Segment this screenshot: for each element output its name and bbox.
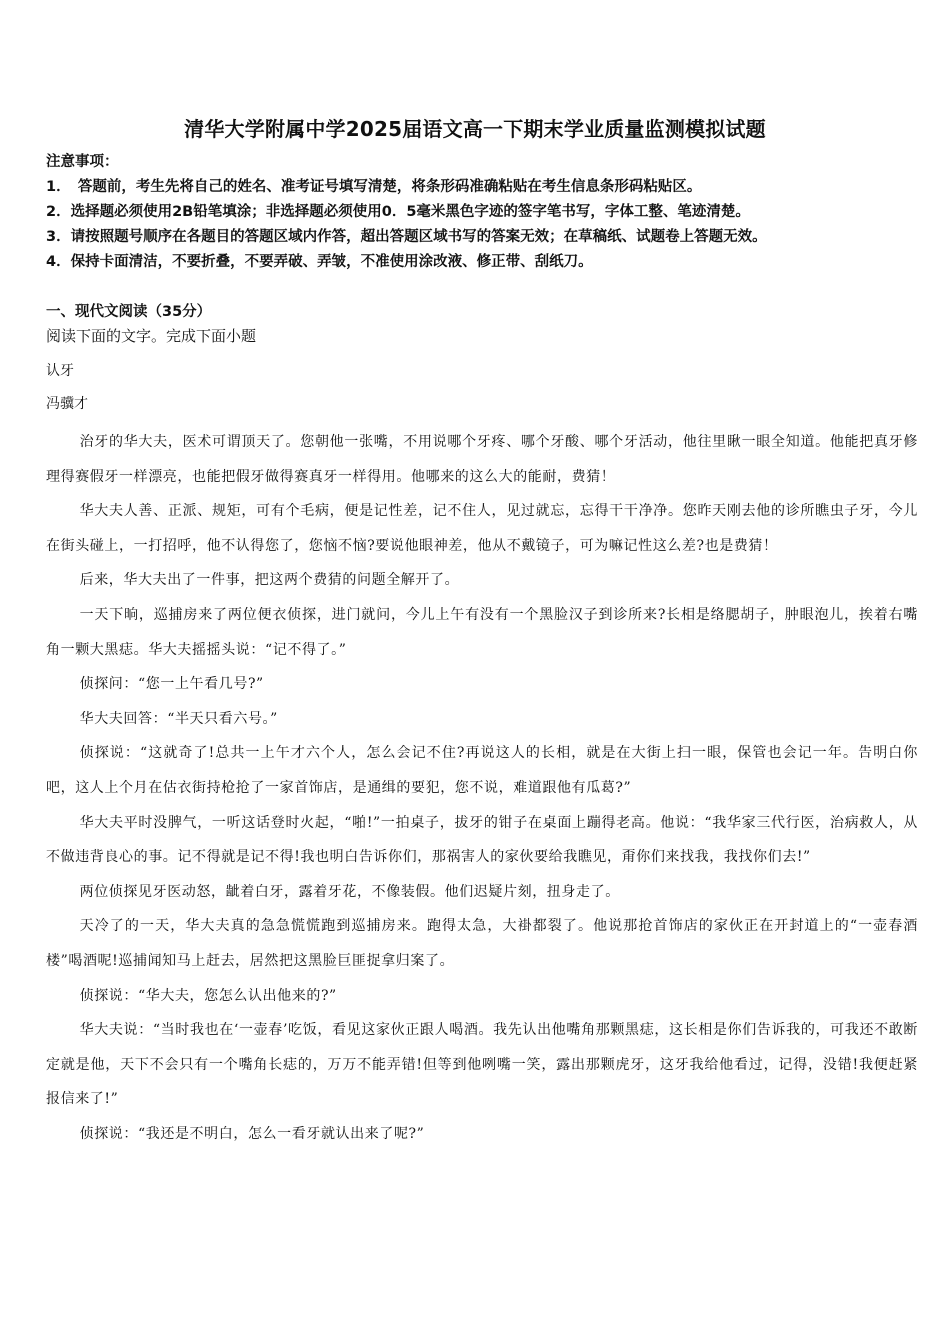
notice-item: 2．选择题必须使用2B铅笔填涂；非选择题必须使用0．5毫米黑色字迹的签字笔书写，字体工整、笔迹清楚。 [46, 204, 750, 220]
paragraph: 侦探问：“您一上午看几号?” [79, 676, 264, 693]
paragraph: 华大夫回答：“半天只看六号。” [79, 710, 278, 727]
notice-item: 4．保持卡面清洁，不要折叠，不要弄破、弄皱，不准使用涂改液、修正带、刮纸刀。 [46, 254, 593, 270]
paragraph: 侦探说：“这就奇了!总共一上午才六个人，怎么会记不住?再说这人的长相，就是在大街上扫一眼，保管也会记一年。告明白你吧，这人上个月在估衣街持枪抢了一家首饰店，是通缉的要犯，您不说，难道跟他有瓜葛?” [46, 745, 918, 796]
section-heading: 一、现代文阅读（35分） [46, 304, 212, 320]
paragraph: 两位侦探见牙医动怒，龇着白牙，露着牙花，不像装假。他们迟疑片刻，扭身走了。 [79, 883, 620, 900]
paragraph: 侦探说：“华大夫，您怎么认出他来的?” [79, 987, 337, 1004]
story-title: 认牙 [46, 363, 74, 379]
paragraph: 治牙的华大夫，医术可谓顶天了。您朝他一张嘴，不用说哪个牙疼、哪个牙酸、哪个牙活动，他往里瞅一眼全知道。他能把真牙修理得赛假牙一样漂亮，也能把假牙做得赛真牙一样得用。他哪来的这么大的能耐，费猜！ [46, 434, 918, 485]
story-body [46, 425, 918, 1151]
notice-item: 1． 答题前，考生先将自己的姓名、准考证号填写清楚，将条形码准确粘贴在考生信息条形码粘贴区。 [46, 179, 702, 195]
notice-item: 3．请按照题号顺序在各题目的答题区域内作答，超出答题区域书写的答案无效；在草稿纸、试题卷上答题无效。 [46, 229, 767, 245]
paragraph: 华大夫平时没脾气，一听这话登时火起，“啪!”一拍桌子，拔牙的钳子在桌面上蹦得老高。他说：“我华家三代行医，治病救人，从不做违背良心的事。记不得就是记不得!我也明白告诉你们，那祸害人的家伙要给我瞧见，甭你们来找我，我找你们去!” [46, 814, 918, 866]
story-author: 冯骥才 [46, 396, 88, 412]
reading-instruction: 阅读下面的文字。完成下面小题 [46, 327, 257, 345]
paragraph: 华大夫人善、正派、规矩，可有个毛病，便是记性差，记不住人，见过就忘，忘得干干净净。您昨天刚去他的诊所瞧虫子牙，今儿在街头碰上，一打招呼，他不认得您了，您恼不恼?要说他眼神差，他从不戴镜子，可为嘛记性这么差?也是费猜！ [46, 503, 918, 554]
notice-heading: 注意事项： [46, 154, 119, 170]
paragraph: 一天下晌，巡捕房来了两位便衣侦探，进门就问，今儿上午有没有一个黑脸汉子到诊所来?长相是络腮胡子，肿眼泡儿，挨着右嘴角一颗大黑痣。华大夫摇摇头说：“记不得了。” [46, 606, 918, 658]
page-title: 清华大学附属中学2025届语文高一下期末学业质量监测模拟试题 [184, 117, 766, 141]
paragraph: 华大夫说：“当时我也在‘一壶春’吃饭，看见这家伙正跟人喝酒。我先认出他嘴角那颗黑痣，这长相是你们告诉我的，可我还不敢断定就是他，天下不会只有一个嘴角长痣的，万万不能弄错!但等到他咧嘴一笑，露出那颗虎牙，这牙我给他看过，记得，没错!我便赶紧报信来了!” [46, 1022, 918, 1108]
notice-block [46, 150, 926, 275]
paragraph: 侦探说：“我还是不明白，怎么一看牙就认出来了呢?” [79, 1125, 425, 1142]
paragraph: 后来，华大夫出了一件事，把这两个费猜的问题全解开了。 [79, 572, 460, 589]
paragraph: 天冷了的一天，华大夫真的急急慌慌跑到巡捕房来。跑得太急，大褂都裂了。他说那抢首饰店的家伙正在开封道上的“一壶春酒楼”喝酒呢!巡捕闻知马上赶去，居然把这黑脸巨匪捉拿归案了。 [46, 918, 918, 969]
